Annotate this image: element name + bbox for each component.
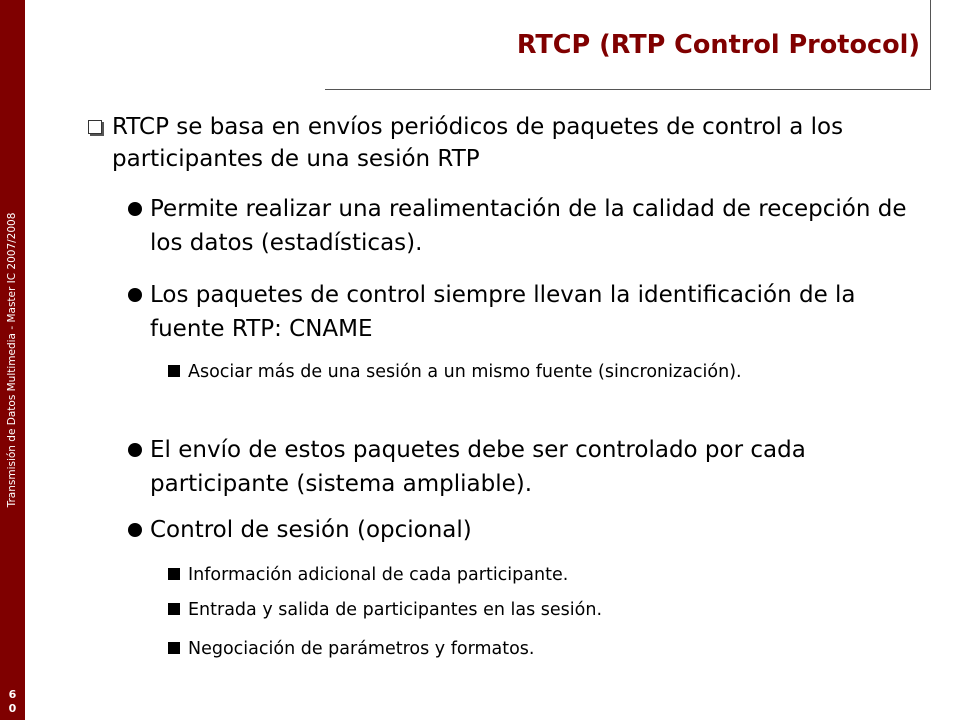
bullet-text: Asociar más de una sesión a un mismo fuente (sincronización). — [188, 362, 742, 382]
bullet-level3 — [168, 637, 868, 661]
sidebar-caption: Transmisión de Datos Multimedia - Master IC 2007/2008 — [6, 212, 18, 508]
bullet-level2 — [128, 192, 908, 260]
bullet-text: Entrada y salida de participantes en las sesión. — [188, 600, 603, 620]
slide-title: RTCP (RTP Control Protocol) — [516, 30, 920, 60]
bullet-level3 — [168, 360, 868, 384]
bullet-level3 — [168, 563, 868, 587]
checkbox-bullet-icon — [88, 120, 102, 134]
bullet-text: El envío de estos paquetes debe ser controlado por cada participante (sistema ampliable). — [150, 437, 806, 497]
round-bullet-icon — [128, 288, 142, 302]
bullet-level2 — [128, 513, 908, 547]
page-number-digit: 6 — [8, 688, 17, 701]
bullet-text: Control de sesión (opcional) — [150, 517, 472, 543]
bullet-level2 — [128, 433, 908, 501]
round-bullet-icon — [128, 443, 142, 457]
square-bullet-icon — [168, 642, 180, 654]
square-bullet-icon — [168, 365, 180, 377]
square-bullet-icon — [168, 603, 180, 615]
round-bullet-icon — [128, 202, 142, 216]
bullet-text: Negociación de parámetros y formatos. — [188, 639, 535, 659]
round-bullet-icon — [128, 523, 142, 537]
bullet-level1 — [88, 111, 868, 175]
bullet-level3 — [168, 598, 868, 622]
bullet-text: Los paquetes de control siempre llevan la identificación de la fuente RTP: CNAME — [150, 282, 856, 342]
bullet-text: RTCP se basa en envíos periódicos de paquetes de control a los participantes de una sesión RTP — [112, 114, 844, 172]
bullet-level2 — [128, 278, 908, 346]
square-bullet-icon — [168, 568, 180, 580]
bullet-text: Información adicional de cada participante. — [188, 565, 569, 585]
bullet-text: Permite realizar una realimentación de la calidad de recepción de los datos (estadísticas). — [150, 196, 907, 256]
page-number-digit: 0 — [8, 702, 17, 715]
